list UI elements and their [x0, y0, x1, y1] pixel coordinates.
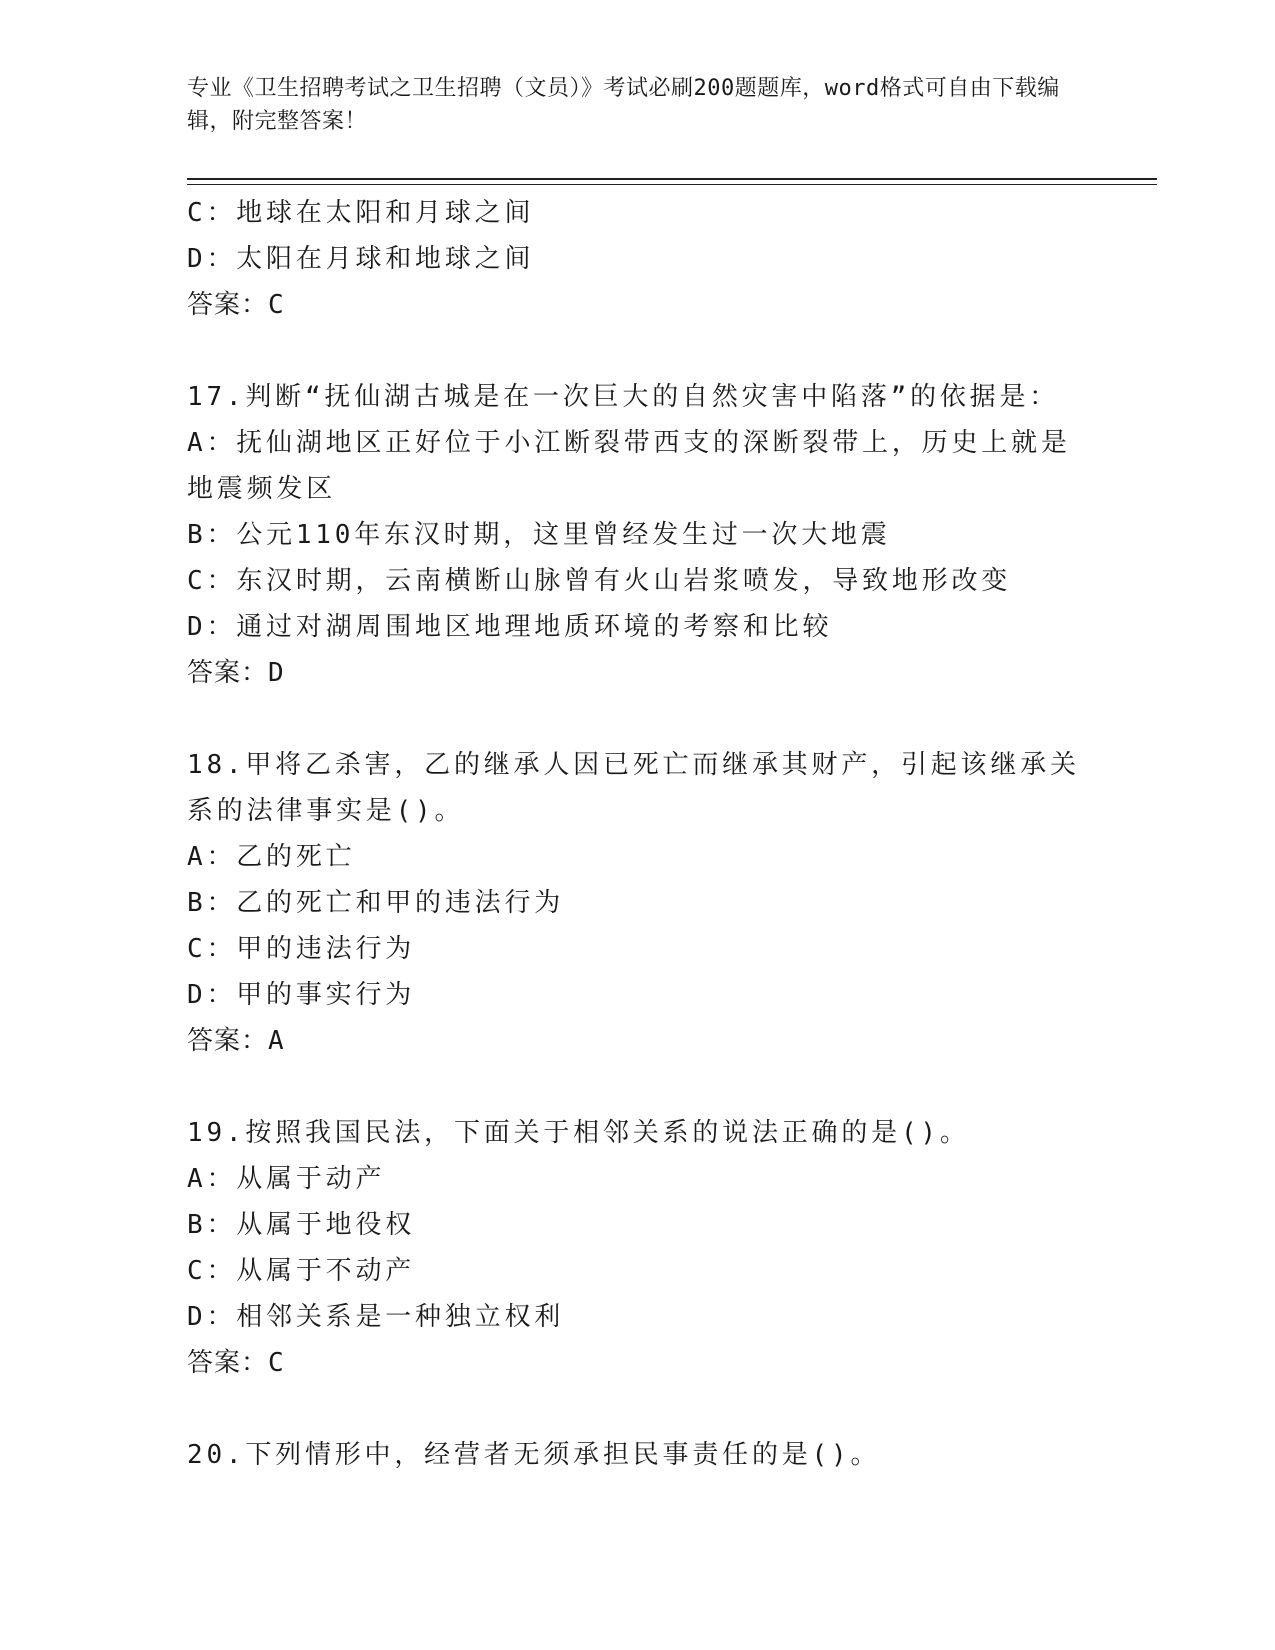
question-stem: 19.按照我国民法，下面关于相邻关系的说法正确的是()。 [187, 1118, 970, 1148]
option-d: D：相邻关系是一种独立权利 [187, 1302, 565, 1332]
option-c: C：东汉时期，云南横断山脉曾有火山岩浆喷发，导致地形改变 [187, 566, 1012, 596]
option-a: A：从属于动产 [187, 1164, 386, 1194]
question-stem: 17.判断“抚仙湖古城是在一次巨大的自然灾害中陷落”的依据是： [187, 382, 1060, 412]
option-d: D：通过对湖周围地区地理地质环境的考察和比较 [187, 612, 833, 642]
question-stem: 18.甲将乙杀害，乙的继承人因已死亡而继承其财产，引起该继承关系的法律事实是()。 [187, 750, 1080, 826]
spacer [187, 1386, 1087, 1432]
spacer [187, 328, 1087, 374]
spacer [187, 1064, 1087, 1110]
header-rule-thin [187, 184, 1157, 185]
answer: 答案：C [187, 290, 285, 320]
option-d: D：甲的事实行为 [187, 980, 416, 1010]
question-stem: 20.下列情形中，经营者无须承担民事责任的是()。 [187, 1440, 881, 1470]
option-c: C：从属于不动产 [187, 1256, 416, 1286]
answer: 答案：D [187, 658, 285, 688]
option-b: B：从属于地役权 [187, 1210, 416, 1240]
option-b: B：乙的死亡和甲的违法行为 [187, 888, 565, 918]
spacer [187, 696, 1087, 742]
option-d: D：太阳在月球和地球之间 [187, 244, 535, 274]
option-a: A：乙的死亡 [187, 842, 356, 872]
question-content [187, 190, 1087, 1478]
header-rule-thick [187, 178, 1157, 180]
answer: 答案：C [187, 1348, 285, 1378]
option-c: C：地球在太阳和月球之间 [187, 198, 535, 228]
option-a: A：抚仙湖地区正好位于小江断裂带西支的深断裂带上，历史上就是地震频发区 [187, 428, 1071, 504]
document-header: 专业《卫生招聘考试之卫生招聘（文员）》考试必刷200题题库，word格式可自由下载编辑，附完整答案！ [187, 76, 1060, 134]
option-c: C：甲的违法行为 [187, 934, 416, 964]
option-b: B：公元110年东汉时期，这里曾经发生过一次大地震 [187, 520, 891, 550]
answer: 答案：A [187, 1026, 285, 1056]
